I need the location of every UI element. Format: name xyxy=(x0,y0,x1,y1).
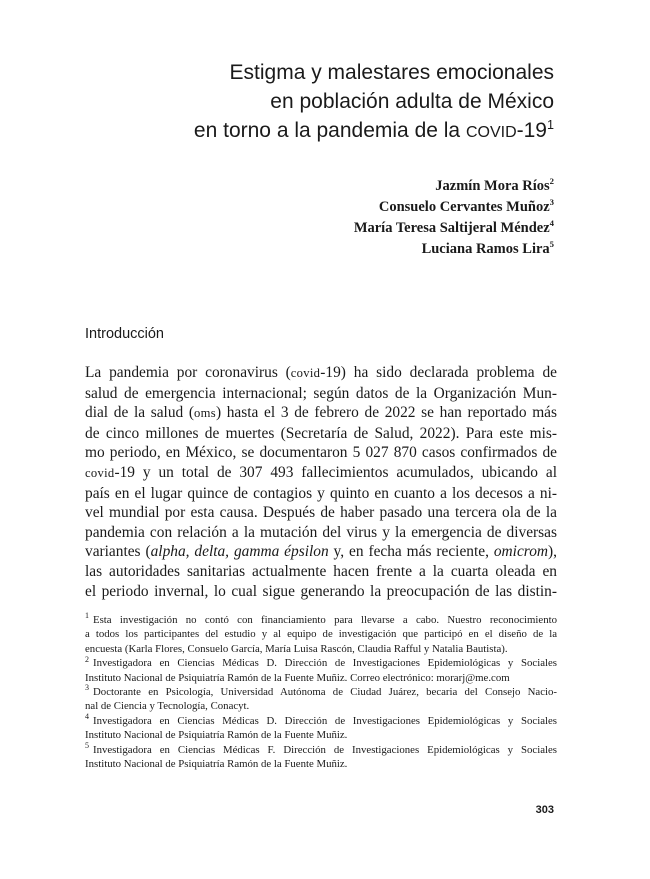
footnote-mark: 4 xyxy=(85,712,89,722)
text-line: vel mundial por esta causa. Después de haber pasado una tercera ola de la xyxy=(85,504,557,522)
footnote-line: a todos los participantes del estudio y al equipo de investigación que participó en el diseño de la xyxy=(85,628,557,641)
author xyxy=(194,176,554,197)
footnote-mark: 1 xyxy=(85,611,89,621)
text-line: salud de emergencia internacional; según datos de la Organización Mun- xyxy=(85,384,557,402)
footnote-line xyxy=(85,685,557,699)
footnote-line: Instituto Nacional de Psiquiatría Ramón de la Fuente Muñiz. Correo electrónico: morarj@me.com xyxy=(85,671,510,684)
text-line: de cinco millones de muertes (Secretaría de Salud, 2022). Para este mis- xyxy=(85,424,557,442)
footnote-ref: 4 xyxy=(549,218,554,229)
title-line: en población adulta de México xyxy=(270,90,554,113)
footnotes xyxy=(85,613,557,771)
footnote-line: Instituto Nacional de Psiquiatría Ramón de la Fuente Muñiz. xyxy=(85,729,348,742)
chapter-title xyxy=(94,58,554,147)
footnote-text: Doctorante en Psicología, Universidad Autónoma de Ciudad Juárez, becaria del Consejo Nacio- xyxy=(93,686,557,699)
footnote-line xyxy=(85,613,557,627)
footnote xyxy=(85,714,557,743)
section-heading: Introducción xyxy=(85,326,164,342)
author xyxy=(194,218,554,239)
text-run: y, en fecha más reciente, xyxy=(328,543,494,561)
author xyxy=(194,239,554,260)
author-list xyxy=(194,176,554,260)
text-line xyxy=(85,463,557,484)
acronym: oms xyxy=(194,406,216,421)
footnote-text: Investigadora en Ciencias Médicas F. Dirección de Investigaciones Epidemiológicas y Sociales xyxy=(93,743,557,756)
text-line: el periodo invernal, lo cual sigue generando la preocupación de las distin- xyxy=(85,582,557,600)
footnote-line xyxy=(85,743,557,757)
footnote-line xyxy=(85,656,557,670)
footnote-text: Investigadora en Ciencias Médicas D. Dirección de Investigaciones Epidemiológicas y Sociales xyxy=(93,714,557,727)
footnote-line xyxy=(85,714,557,728)
text-line: las autoridades sanitarias actualmente hacen frente a la cuarta oleada en xyxy=(85,562,557,580)
text-line xyxy=(85,363,557,384)
italic-text: omicrom xyxy=(493,543,549,561)
acronym: covid xyxy=(85,465,115,480)
footnote-ref: 1 xyxy=(546,118,554,132)
text-run: -19) ha sido declarada problema de xyxy=(320,364,557,381)
acronym: covid xyxy=(290,366,321,380)
author-name: Jazmín Mora Ríos xyxy=(435,178,550,194)
title-acronym: COVID xyxy=(465,124,517,141)
footnote-text: Esta investigación no contó con financiamiento para llevarse a cabo. Nuestro reconocimiento xyxy=(93,614,557,626)
footnote-line: encuesta (Karla Flores, Consuelo García, María Luisa Rascón, Claudia Rafful y Natalia Bautista). xyxy=(85,642,508,655)
footnote-mark: 5 xyxy=(85,741,89,751)
text-run: La pandemia por coronavirus ( xyxy=(85,364,291,381)
text-run: ), xyxy=(548,543,557,561)
footnote-line: Instituto Nacional de Psiquiatría Ramón de la Fuente Muñiz. xyxy=(85,758,348,771)
footnote-ref: 5 xyxy=(549,239,554,250)
footnote-ref: 3 xyxy=(549,197,554,208)
page-number: 303 xyxy=(535,804,554,816)
footnote-ref: 2 xyxy=(549,176,554,187)
footnote-mark: 2 xyxy=(85,654,89,664)
footnote xyxy=(85,613,557,656)
title-text: en torno a la pandemia de la xyxy=(193,119,466,142)
footnote-mark: 3 xyxy=(85,683,89,693)
author xyxy=(194,197,554,218)
footnote-line: nal de Ciencia y Tecnología, Conacyt. xyxy=(85,700,250,713)
text-run: ) hasta el 3 de febrero de 2022 se han reportado más xyxy=(215,404,557,422)
body-paragraph xyxy=(85,363,557,601)
text-line xyxy=(85,542,557,562)
title-text: -19 xyxy=(516,119,547,142)
text-line xyxy=(85,403,557,424)
italic-text: alpha, delta, gamma épsilon xyxy=(150,543,329,561)
text-run: dial de la salud ( xyxy=(85,404,195,422)
text-line: país en el lugar quince de contagios y quinto en cuanto a los decesos a ni- xyxy=(85,484,557,502)
text-run: -19 y un total de 307 493 fallecimientos acumulados, ubicando al xyxy=(114,463,557,481)
text-run: variantes ( xyxy=(85,543,151,561)
author-name: Consuelo Cervantes Muñoz xyxy=(378,199,550,215)
author-name: María Teresa Saltijeral Méndez xyxy=(353,220,550,236)
title-line: Estigma y malestares emocionales xyxy=(229,61,554,84)
text-line: pandemia con relación a la mutación del virus y la emergencia de diversas xyxy=(85,523,557,541)
footnote-text: Investigadora en Ciencias Médicas D. Dirección de Investigaciones Epidemiológicas y Sociales xyxy=(93,657,557,670)
footnote xyxy=(85,685,557,714)
text-line: mo periodo, en México, se documentaron 5 027 870 casos confirmados de xyxy=(85,444,557,462)
footnote xyxy=(85,656,557,685)
author-name: Luciana Ramos Lira xyxy=(421,241,550,257)
title-line xyxy=(94,116,554,147)
footnote xyxy=(85,743,557,772)
